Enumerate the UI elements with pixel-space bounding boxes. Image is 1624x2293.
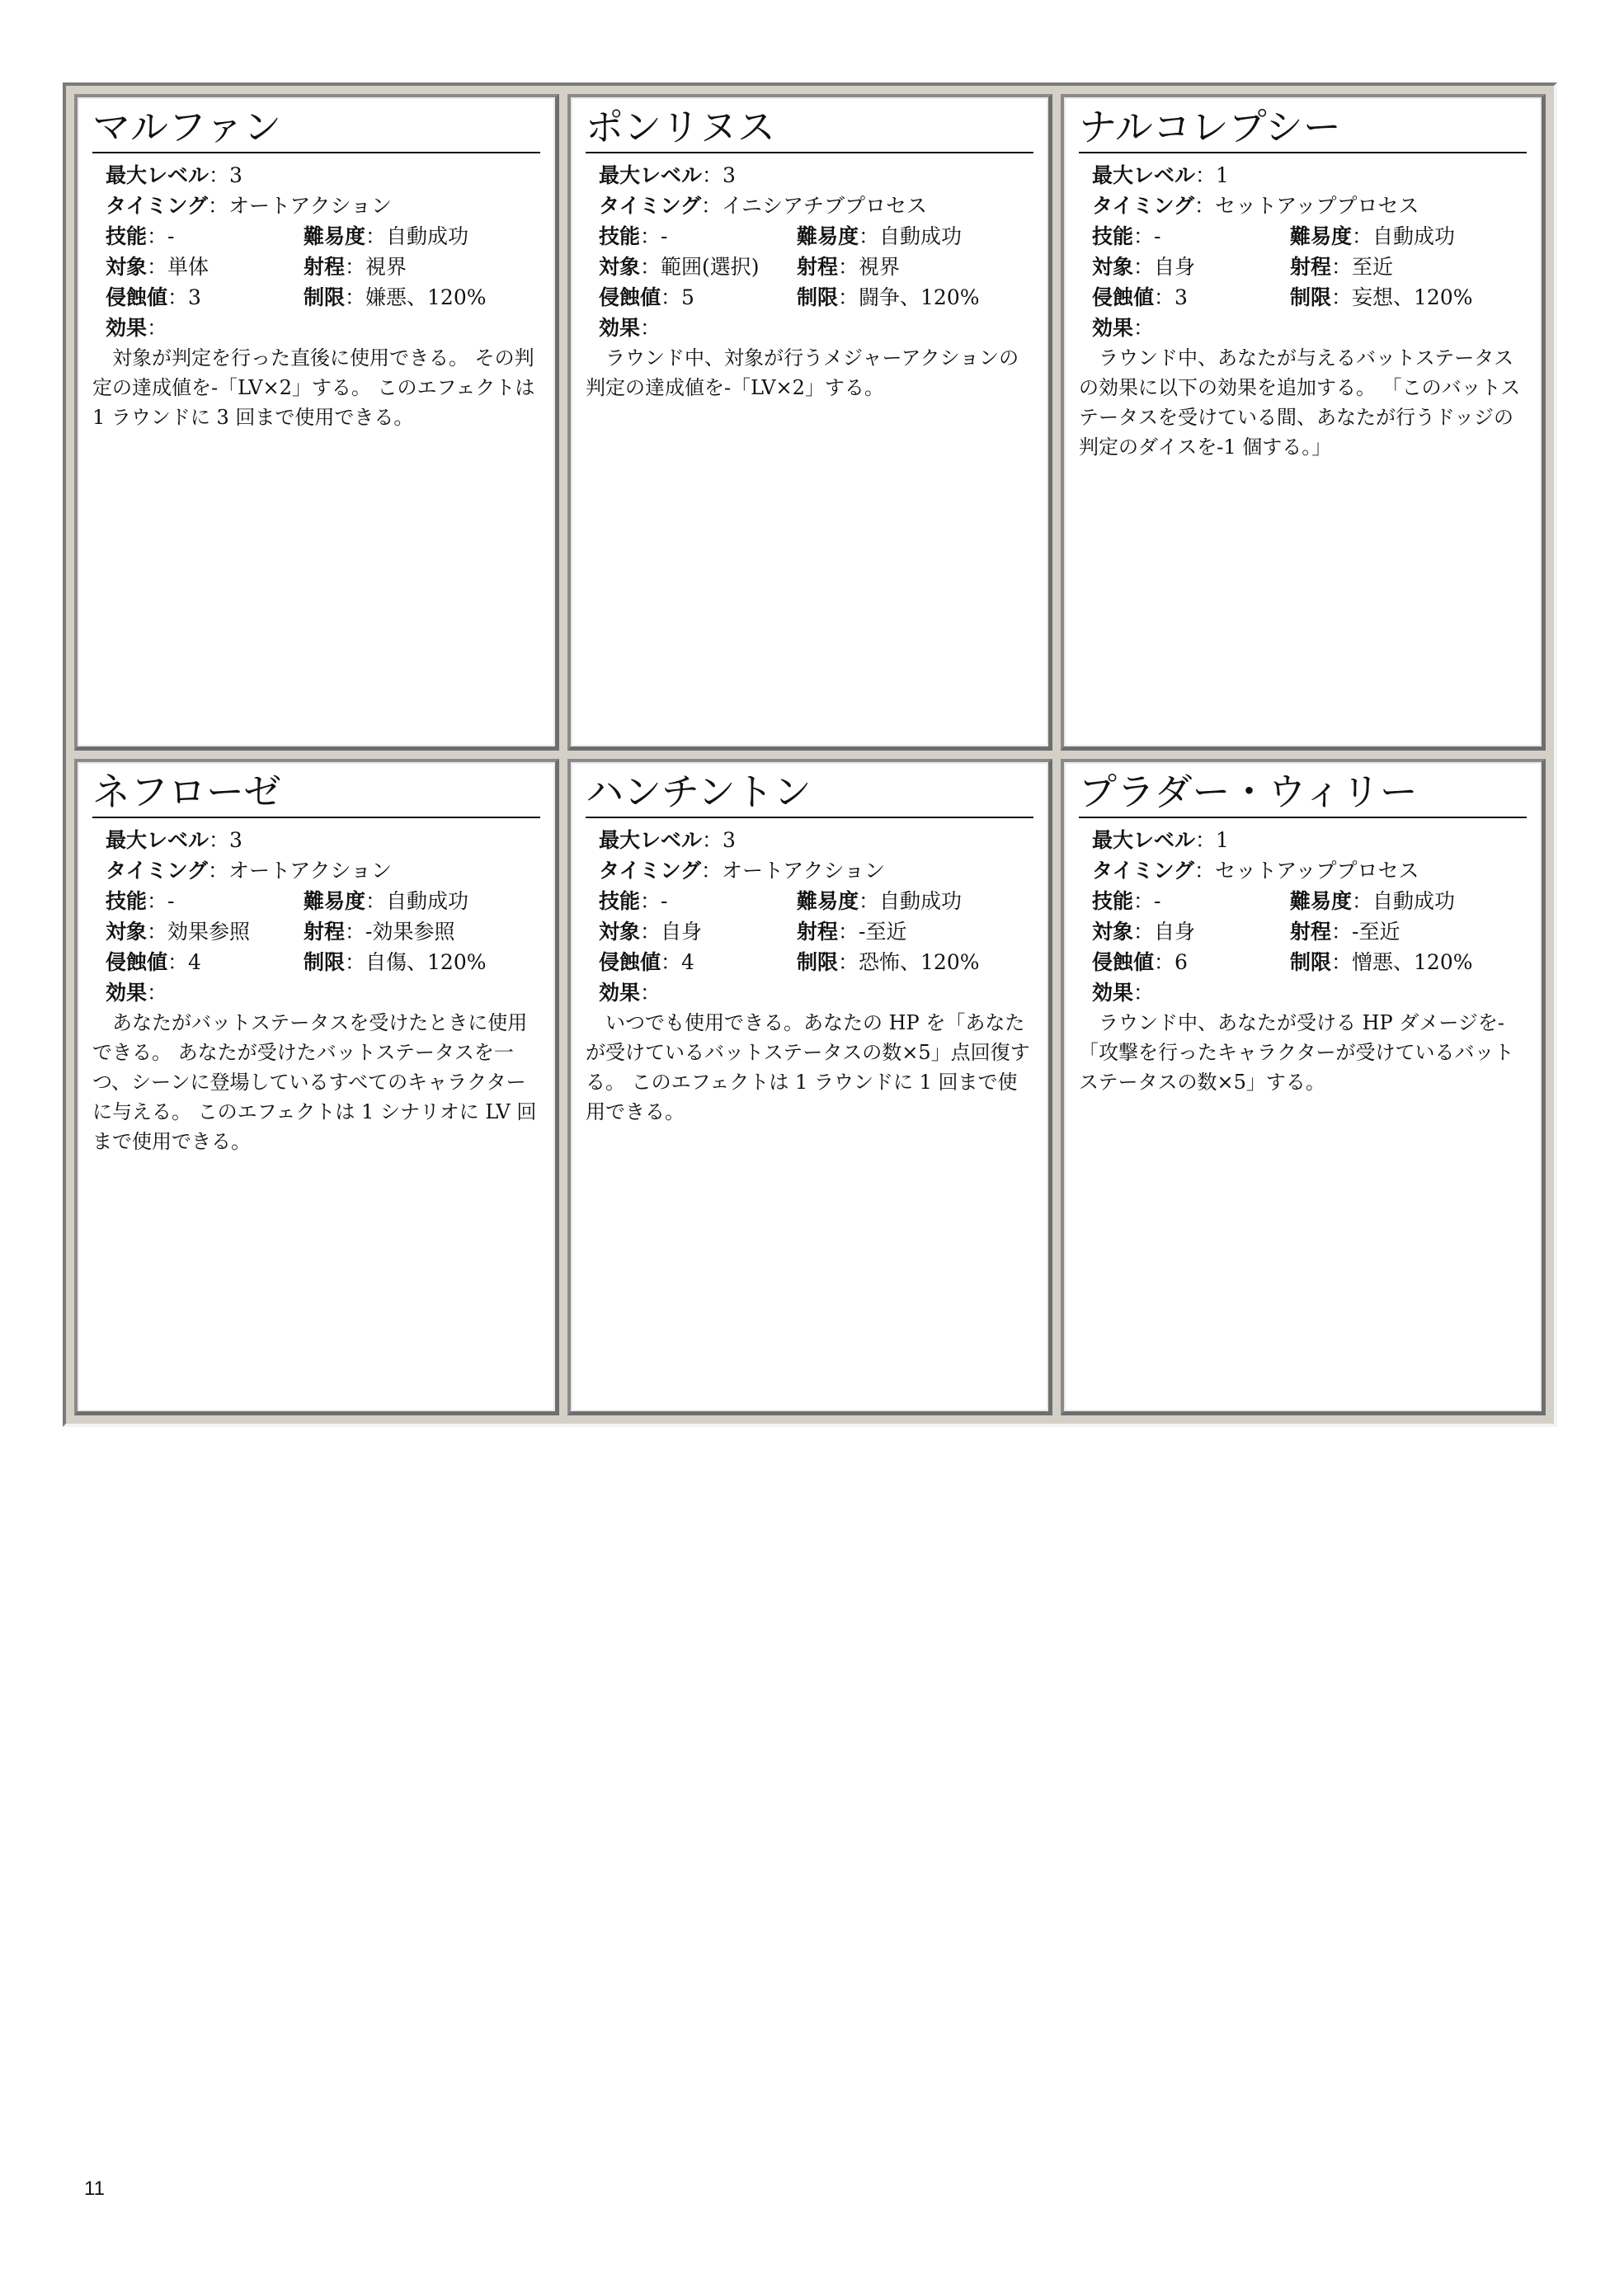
max-level-value: 3 bbox=[723, 828, 736, 852]
separator: ： bbox=[1352, 224, 1373, 248]
max-level-value: 1 bbox=[1216, 828, 1229, 852]
difficulty-value: 自動成功 bbox=[879, 224, 963, 248]
max-level-label: 最大レベル bbox=[1092, 828, 1196, 852]
effect-name: ハンチントン bbox=[586, 769, 1033, 818]
page-number: 11 bbox=[84, 2178, 105, 2200]
range-value: -効果参照 bbox=[365, 920, 455, 944]
stat-row-target bbox=[106, 252, 540, 282]
stat-row-erosion bbox=[106, 282, 540, 313]
effect-label: 効果 bbox=[1092, 316, 1134, 340]
target-value: 自身 bbox=[1154, 920, 1196, 944]
effect-stats bbox=[1079, 825, 1527, 977]
separator: ： bbox=[1133, 255, 1155, 279]
limit-label: 制限 bbox=[797, 285, 839, 309]
skill-value: - bbox=[167, 889, 175, 913]
max-level-label: 最大レベル bbox=[106, 828, 209, 852]
target-label: 対象 bbox=[1092, 920, 1134, 944]
separator: ： bbox=[702, 828, 723, 852]
difficulty-label: 難易度 bbox=[797, 224, 859, 248]
stat-row-max-level bbox=[599, 825, 1033, 855]
erosion-label: 侵蝕値 bbox=[106, 950, 168, 974]
effect-stats bbox=[92, 160, 540, 313]
effect-label-row bbox=[92, 313, 540, 343]
stat-row-timing bbox=[1092, 191, 1527, 221]
timing-value: オートアクション bbox=[228, 194, 393, 218]
range-label: 射程 bbox=[1290, 255, 1332, 279]
effect-stats bbox=[586, 825, 1033, 977]
skill-value: - bbox=[661, 889, 668, 913]
limit-label: 制限 bbox=[1290, 285, 1332, 309]
effect-description: ラウンド中、あなたが与えるバットステータスの効果に以下の効果を追加する。 「このバットステータスを受けている間、あなたが行うドッジの判定のダイスを-1 個する。」 bbox=[1079, 346, 1521, 459]
target-label: 対象 bbox=[599, 920, 641, 944]
separator: ： bbox=[1133, 316, 1155, 340]
separator: ： bbox=[661, 950, 682, 974]
timing-label: タイミング bbox=[106, 194, 209, 218]
timing-value: オートアクション bbox=[228, 859, 393, 883]
separator: ： bbox=[702, 163, 723, 187]
effect-name: プラダー・ウィリー bbox=[1079, 769, 1527, 818]
erosion-value: 3 bbox=[188, 285, 201, 309]
effect-label: 効果 bbox=[1092, 981, 1134, 1005]
effect-stats bbox=[92, 825, 540, 977]
range-value: -至近 bbox=[1352, 920, 1400, 944]
erosion-value: 4 bbox=[188, 950, 201, 974]
stat-row-skill bbox=[1092, 221, 1527, 252]
separator: ： bbox=[859, 224, 880, 248]
stat-row-target bbox=[1092, 252, 1527, 282]
separator: ： bbox=[701, 859, 723, 883]
erosion-value: 4 bbox=[681, 950, 694, 974]
erosion-label: 侵蝕値 bbox=[1092, 285, 1155, 309]
effect-card bbox=[74, 94, 559, 751]
target-label: 対象 bbox=[106, 920, 148, 944]
timing-label: タイミング bbox=[1092, 859, 1195, 883]
difficulty-value: 自動成功 bbox=[879, 889, 963, 913]
separator: ： bbox=[365, 889, 387, 913]
effect-label: 効果 bbox=[599, 981, 641, 1005]
max-level-value: 3 bbox=[229, 163, 242, 187]
separator: ： bbox=[1133, 224, 1155, 248]
range-label: 射程 bbox=[304, 920, 346, 944]
max-level-value: 1 bbox=[1216, 163, 1229, 187]
separator: ： bbox=[640, 981, 661, 1005]
separator: ： bbox=[147, 889, 168, 913]
separator: ： bbox=[640, 889, 661, 913]
effect-card bbox=[567, 759, 1052, 1415]
separator: ： bbox=[1133, 920, 1155, 944]
skill-value: - bbox=[661, 224, 668, 248]
skill-label: 技能 bbox=[599, 224, 641, 248]
stat-row-max-level bbox=[106, 825, 540, 855]
separator: ： bbox=[1195, 163, 1217, 187]
timing-label: タイミング bbox=[1092, 194, 1195, 218]
difficulty-label: 難易度 bbox=[1290, 224, 1353, 248]
limit-value: 自傷、120% bbox=[365, 950, 487, 974]
stat-row-target bbox=[1092, 916, 1527, 947]
separator: ： bbox=[661, 285, 682, 309]
difficulty-label: 難易度 bbox=[304, 224, 366, 248]
skill-label: 技能 bbox=[106, 224, 148, 248]
erosion-label: 侵蝕値 bbox=[1092, 950, 1155, 974]
separator: ： bbox=[345, 285, 366, 309]
separator: ： bbox=[838, 255, 859, 279]
difficulty-value: 自動成功 bbox=[1372, 224, 1456, 248]
stat-row-target bbox=[599, 252, 1033, 282]
stat-row-max-level bbox=[1092, 160, 1527, 191]
effect-name: マルファン bbox=[92, 104, 540, 153]
skill-label: 技能 bbox=[599, 889, 641, 913]
stat-row-target bbox=[599, 916, 1033, 947]
separator: ： bbox=[167, 285, 189, 309]
stat-row-max-level bbox=[106, 160, 540, 191]
separator: ： bbox=[208, 859, 229, 883]
effect-name: ナルコレプシー bbox=[1079, 104, 1527, 153]
limit-value: 嫌悪、120% bbox=[365, 285, 487, 309]
target-value: 単体 bbox=[167, 255, 209, 279]
effect-description: 対象が判定を行った直後に使用できる。 その判定の達成値を-「LV×2」する。 このエフェクトは 1 ラウンドに 3 回まで使用できる。 bbox=[92, 346, 535, 429]
erosion-label: 侵蝕値 bbox=[599, 285, 661, 309]
effect-name: ポンリヌス bbox=[586, 104, 1033, 153]
target-value: 自身 bbox=[661, 920, 703, 944]
difficulty-value: 自動成功 bbox=[1372, 889, 1456, 913]
stat-row-target bbox=[106, 916, 540, 947]
skill-label: 技能 bbox=[1092, 889, 1134, 913]
erosion-value: 3 bbox=[1174, 285, 1188, 309]
stat-row-timing bbox=[106, 191, 540, 221]
effect-label: 効果 bbox=[599, 316, 641, 340]
skill-value: - bbox=[1154, 224, 1161, 248]
max-level-label: 最大レベル bbox=[599, 828, 703, 852]
stat-row-skill bbox=[106, 886, 540, 916]
effect-description: ラウンド中、あなたが受ける HP ダメージを-「攻撃を行ったキャラクターが受けているバットステータスの数×5」する。 bbox=[1079, 1011, 1514, 1094]
limit-label: 制限 bbox=[1290, 950, 1332, 974]
max-level-value: 3 bbox=[723, 163, 736, 187]
effect-card bbox=[567, 94, 1052, 751]
separator: ： bbox=[1331, 920, 1353, 944]
range-label: 射程 bbox=[304, 255, 346, 279]
effect-label: 効果 bbox=[106, 981, 148, 1005]
timing-value: オートアクション bbox=[722, 859, 886, 883]
separator: ： bbox=[838, 950, 859, 974]
separator: ： bbox=[167, 950, 189, 974]
separator: ： bbox=[147, 255, 168, 279]
separator: ： bbox=[345, 950, 366, 974]
separator: ： bbox=[208, 194, 229, 218]
difficulty-label: 難易度 bbox=[797, 889, 859, 913]
stat-row-max-level bbox=[1092, 825, 1527, 855]
difficulty-label: 難易度 bbox=[304, 889, 366, 913]
timing-value: セットアッププロセス bbox=[1215, 194, 1419, 218]
limit-value: 妄想、120% bbox=[1352, 285, 1473, 309]
separator: ： bbox=[209, 828, 230, 852]
range-value: -至近 bbox=[859, 920, 907, 944]
effect-label-row bbox=[1079, 313, 1527, 343]
separator: ： bbox=[209, 163, 230, 187]
separator: ： bbox=[147, 224, 168, 248]
separator: ： bbox=[147, 316, 168, 340]
stat-row-timing bbox=[599, 855, 1033, 886]
erosion-value: 5 bbox=[681, 285, 694, 309]
separator: ： bbox=[1194, 194, 1216, 218]
separator: ： bbox=[701, 194, 723, 218]
effect-label: 効果 bbox=[106, 316, 148, 340]
limit-label: 制限 bbox=[797, 950, 839, 974]
separator: ： bbox=[1194, 859, 1216, 883]
effect-card-grid bbox=[63, 82, 1557, 1427]
stat-row-timing bbox=[106, 855, 540, 886]
range-value: 視界 bbox=[365, 255, 407, 279]
effect-name: ネフローゼ bbox=[92, 769, 540, 818]
separator: ： bbox=[1331, 285, 1353, 309]
timing-label: タイミング bbox=[599, 194, 702, 218]
effect-label-row bbox=[1079, 977, 1527, 1008]
separator: ： bbox=[640, 316, 661, 340]
target-label: 対象 bbox=[1092, 255, 1134, 279]
range-value: 視界 bbox=[859, 255, 901, 279]
timing-label: タイミング bbox=[106, 859, 209, 883]
effect-card bbox=[1061, 759, 1546, 1415]
separator: ： bbox=[147, 920, 168, 944]
target-value: 効果参照 bbox=[167, 920, 251, 944]
stat-row-erosion bbox=[1092, 947, 1527, 977]
difficulty-value: 自動成功 bbox=[386, 224, 469, 248]
range-label: 射程 bbox=[797, 920, 839, 944]
erosion-label: 侵蝕値 bbox=[106, 285, 168, 309]
effect-description: ラウンド中、対象が行うメジャーアクションの判定の達成値を-「LV×2」する。 bbox=[586, 346, 1019, 399]
effect-card bbox=[1061, 94, 1546, 751]
effect-description: あなたがバットステータスを受けたときに使用できる。 あなたが受けたバットステータスを一つ、シーンに登場しているすべてのキャラクターに与える。 このエフェクトは 1 シナリオに LV 回まで使用できる。 bbox=[92, 1011, 537, 1153]
effect-label-row bbox=[586, 977, 1033, 1008]
separator: ： bbox=[859, 889, 880, 913]
separator: ： bbox=[1154, 285, 1175, 309]
range-label: 射程 bbox=[1290, 920, 1332, 944]
range-value: 至近 bbox=[1352, 255, 1394, 279]
range-label: 射程 bbox=[797, 255, 839, 279]
stat-row-skill bbox=[599, 886, 1033, 916]
max-level-label: 最大レベル bbox=[106, 163, 209, 187]
separator: ： bbox=[147, 981, 168, 1005]
effect-stats bbox=[1079, 160, 1527, 313]
limit-value: 闘争、120% bbox=[859, 285, 980, 309]
separator: ： bbox=[640, 224, 661, 248]
difficulty-value: 自動成功 bbox=[386, 889, 469, 913]
erosion-label: 侵蝕値 bbox=[599, 950, 661, 974]
target-label: 対象 bbox=[599, 255, 641, 279]
effect-label-row bbox=[586, 313, 1033, 343]
stat-row-timing bbox=[1092, 855, 1527, 886]
timing-value: セットアッププロセス bbox=[1215, 859, 1419, 883]
limit-label: 制限 bbox=[304, 950, 346, 974]
stat-row-erosion bbox=[1092, 282, 1527, 313]
stat-row-erosion bbox=[599, 282, 1033, 313]
separator: ： bbox=[640, 920, 661, 944]
skill-label: 技能 bbox=[1092, 224, 1134, 248]
separator: ： bbox=[1133, 889, 1155, 913]
separator: ： bbox=[1352, 889, 1373, 913]
stat-row-timing bbox=[599, 191, 1033, 221]
target-label: 対象 bbox=[106, 255, 148, 279]
skill-value: - bbox=[167, 224, 175, 248]
separator: ： bbox=[1331, 255, 1353, 279]
limit-value: 恐怖、120% bbox=[859, 950, 980, 974]
separator: ： bbox=[1195, 828, 1217, 852]
max-level-label: 最大レベル bbox=[1092, 163, 1196, 187]
stat-row-erosion bbox=[106, 947, 540, 977]
skill-value: - bbox=[1154, 889, 1161, 913]
max-level-value: 3 bbox=[229, 828, 242, 852]
effect-description: いつでも使用できる。あなたの HP を「あなたが受けているバットステータスの数×5」点回復する。 このエフェクトは 1 ラウンドに 1 回まで使用できる。 bbox=[586, 1011, 1030, 1123]
separator: ： bbox=[365, 224, 387, 248]
target-value: 自身 bbox=[1154, 255, 1196, 279]
target-value: 範囲(選択) bbox=[661, 255, 760, 279]
erosion-value: 6 bbox=[1174, 950, 1188, 974]
separator: ： bbox=[1133, 981, 1155, 1005]
separator: ： bbox=[640, 255, 661, 279]
effect-label-row bbox=[92, 977, 540, 1008]
limit-label: 制限 bbox=[304, 285, 346, 309]
stat-row-erosion bbox=[599, 947, 1033, 977]
stat-row-max-level bbox=[599, 160, 1033, 191]
effect-stats bbox=[586, 160, 1033, 313]
stat-row-skill bbox=[1092, 886, 1527, 916]
timing-value: イニシアチブプロセス bbox=[722, 194, 928, 218]
limit-value: 憎悪、120% bbox=[1352, 950, 1473, 974]
separator: ： bbox=[345, 255, 366, 279]
stat-row-skill bbox=[106, 221, 540, 252]
separator: ： bbox=[838, 285, 859, 309]
difficulty-label: 難易度 bbox=[1290, 889, 1353, 913]
separator: ： bbox=[1331, 950, 1353, 974]
separator: ： bbox=[345, 920, 366, 944]
effect-card bbox=[74, 759, 559, 1415]
max-level-label: 最大レベル bbox=[599, 163, 703, 187]
stat-row-skill bbox=[599, 221, 1033, 252]
timing-label: タイミング bbox=[599, 859, 702, 883]
skill-label: 技能 bbox=[106, 889, 148, 913]
separator: ： bbox=[1154, 950, 1175, 974]
separator: ： bbox=[838, 920, 859, 944]
